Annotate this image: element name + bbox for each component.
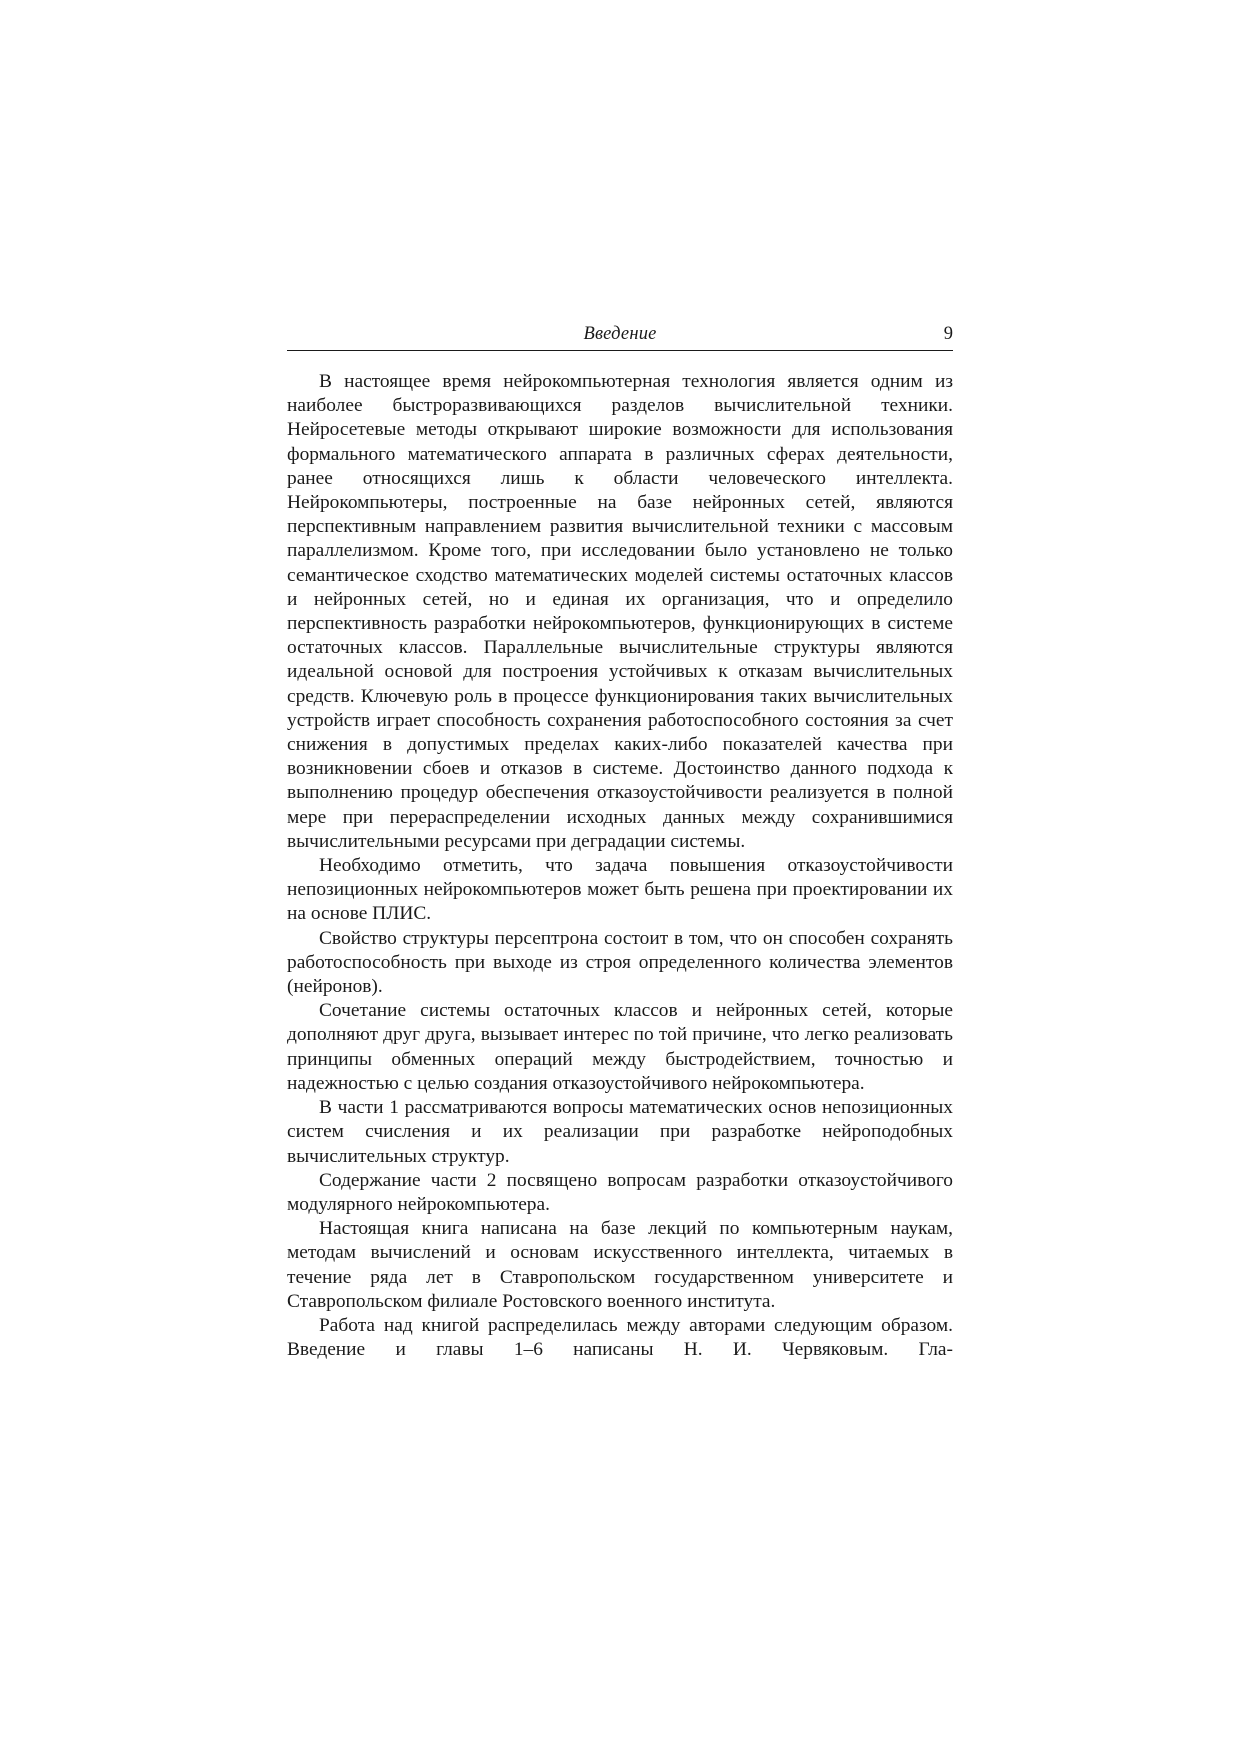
paragraph-7: Настоящая книга написана на базе лекций по компьютерным наукам, методам вычислений и основам искусственного интеллекта, читаемых в течение ряда лет в Ставропольском государственном университете и Ставропольском филиале Ростовского военного института. [287, 1218, 953, 1312]
paragraph-8: Работа над книгой распределилась между авторами следующим образом. Введение и главы 1–6 написаны Н. И. Червяковым. Гла- [287, 1314, 953, 1361]
running-header [287, 324, 953, 351]
paragraph-3: Свойство структуры персептрона состоит в том, что он способен сохранять работоспособность при выходе из строя определенного количества элементов (нейронов). [287, 927, 953, 998]
running-title: Введение [583, 324, 657, 344]
paragraph-5: В части 1 рассматриваются вопросы математических основ непозиционных систем счисления и их реализации при разработке нейроподобных вычислительных структур. [287, 1097, 953, 1167]
page-number: 9 [943, 324, 953, 344]
paragraph-2: Необходимо отметить, что задача повышения отказоустойчивости непозиционных нейрокомпьютеров может быть решена при проектировании их на основе ПЛИС. [287, 855, 953, 925]
body-text [287, 370, 953, 1362]
paragraph-1: В настоящее время нейрокомпьютерная технология является одним из наиболее быстроразвивающихся разделов вычислительной техники. Нейросетевые методы открывают широкие возможности для использования формального математического аппарата в различных сферах деятельности, ранее относящихся лишь к области человеческого интеллекта. Нейрокомпьютеры, построенные на базе нейронных сетей, являются перспективным направлением развития вычислительной техники с массовым параллелизмом. Кроме того, при исследовании было установлено не только семантическое сходство математических моделей системы остаточных классов и нейронных сетей, но и единая их организация, что и определило перспективность разработки нейрокомпьютеров, функционирующих в системе остаточных классов. Параллельные вычислительные структуры являются идеальной основой для построения устойчивых к отказам вычислительных средств. Ключевую роль в процессе функционирования таких вычислительных устройств играет способность сохранения работоспособного состояния за счет снижения в допустимых пределах каких-либо показателей качества при возникновении сбоев и отказов в системе. Достоинство данного подхода к выполнению процедур обеспечения отказоустойчивости реализуется в полной мере при перераспределении исходных данных между сохранившимися вычислительными ресурсами при деградации системы. [287, 371, 953, 852]
paragraph-4: Сочетание системы остаточных классов и нейронных сетей, которые дополняют друг друга, вызывает интерес по той причине, что легко реализовать принципы обменных операций между быстродействием, точностью и надежностью с целью создания отказоустойчивого нейрокомпьютера. [287, 1000, 953, 1094]
paragraph-6: Содержание части 2 посвящено вопросам разработки отказоустойчивого модулярного нейрокомпьютера. [287, 1169, 953, 1215]
